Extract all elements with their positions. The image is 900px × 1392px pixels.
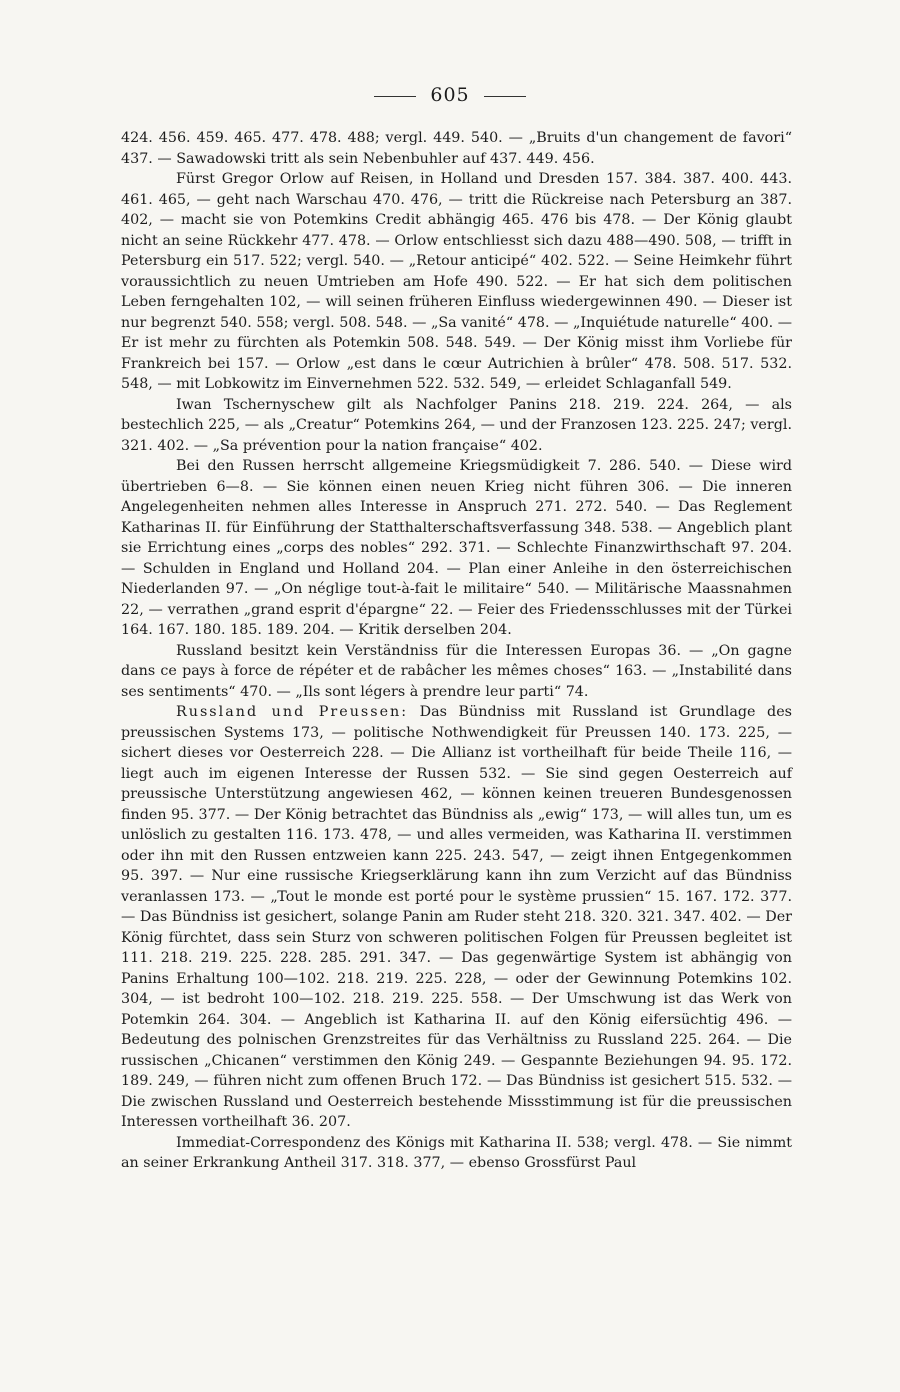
paragraph-orlow: Fürst Gregor Orlow auf Reisen, in Holland und Dresden 157. 384. 387. 400. 443. 461. 465, — geht nach Warschau 470. 476, — tritt die Rückreise nach Petersburg an 387. 402, — macht sie von Potemkins Credit abhängig 465. 476 bis 478. — Der König glaubt nicht an seine Rückkehr 477. 478. — Orlow entschliesst sich dazu 488—490. 508, — trifft in Petersburg ein 517. 522; vergl. 540. — „Retour anticipé“ 402. 522. — Seine Heimkehr führt voraussichtlich zu neuen Umtrieben am Hofe 490. 522. — Er hat sich dem politischen Leben ferngehalten 102, — will seinen früheren Einfluss wiedergewinnen 490. — Dieser ist nur begrenzt 540. 558; vergl. 508. 548. — „Sa vanité“ 478. — „Inquiétude naturelle“ 400. — Er ist mehr zu fürchten als Potemkin 508. 548. 549. — Der König misst ihm Vorliebe für Frankreich bei 157. — Orlow „est dans le cœur Autrichien à brûler“ 478. 508. 517. 532. 548, — mit Lobkowitz im Einvernehmen 522. 532. 549, — erleidet Schlaganfall 549. bbox=[121, 171, 792, 392]
paragraph-kriegsmuedigkeit: Bei den Russen herrscht allgemeine Kriegsmüdigkeit 7. 286. 540. — Diese wird übertrieben 6—8. — Sie können einen neuen Krieg nicht führen 306. — Die inneren Angelegenheiten nehmen alles Interesse in Anspruch 271. 272. 540. — Das Reglement Katharinas II. für Einführung der Statthalterschaftsverfassung 348. 538. — Angeblich plant sie Errichtung eines „corps des nobles“ 292. 371. — Schlechte Finanzwirthschaft 97. 204. — Schulden in England und Holland 204. — Plan einer Anleihe in den österreichischen Niederlanden 97. — „On néglige tout-à-fait le militaire“ 540. — Militärische Maassnahmen 22, — verrathen „grand esprit d'épargne“ 22. — Feier des Friedensschlusses mit der Türkei 164. 167. 180. 185. 189. 204. — Kritik derselben 204. bbox=[121, 458, 792, 638]
left-rule bbox=[374, 96, 416, 97]
paragraph-immediat-correspondenz: Immediat-Correspondenz des Königs mit Katharina II. 538; vergl. 478. — Sie nimmt an seiner Erkrankung Antheil 317. 318. 377, — ebenso Grossfürst Paul bbox=[121, 1134, 792, 1171]
paragraph-interessen-europas: Russland besitzt kein Verständniss für die Interessen Europas 36. — „On gagne dans ce pays à force de répéter et de rabâcher les mêmes choses“ 163. — „Instabilité dans ses sentiments“ 470. — „Ils sont légers à prendre leur parti“ 74. bbox=[121, 642, 792, 700]
spaced-heading: Russland und Preussen: bbox=[176, 704, 409, 720]
paragraph-0: 424. 456. 459. 465. 477. 478. 488; vergl. 449. 540. — „Bruits d'un changement de favori“ 437. — Sawadowski tritt als sein Nebenbuhler auf 437. 449. 456. bbox=[121, 130, 792, 167]
page-number bbox=[0, 84, 900, 106]
right-rule bbox=[484, 96, 526, 97]
page-number-text: 605 bbox=[430, 84, 470, 106]
index-text-body bbox=[121, 128, 792, 1174]
paragraph-russland-preussen: Russland und Preussen: Das Bündniss mit Russland ist Grundlage des preussischen Systems 173, — politische Nothwendigkeit für Preussen 140. 173. 225, — sichert dieses vor Oesterreich 228. — Die Allianz ist vortheilhaft für beide Theile 116, — liegt auch im eigenen Interesse der Russen 532. — Sie sind gegen Oesterreich auf preussische Unterstützung angewiesen 462, — können keinen treueren Bundesgenossen finden 95. 377. — Der König betrachtet das Bündniss als „ewig“ 173, — will alles tun, um es unlöslich zu gestalten 116. 173. 478, — und alles vermeiden, was Katharina II. verstimmen oder ihn mit den Russen entzweien kann 225. 243. 547, — zeigt ihnen Entgegenkommen 95. 397. — Nur eine russische Kriegserklärung kann ihn zum Verzicht auf das Bündniss veranlassen 173. — „Tout le monde est porté pour le système prussien“ 15. 167. 172. 377. — Das Bündniss ist gesichert, solange Panin am Ruder steht 218. 320. 321. 347. 402. — Der König fürchtet, dass sein Sturz von schweren politischen Folgen für Preussen begleitet ist 111. 218. 219. 225. 228. 285. 291. 347. — Das gegenwärtige System ist abhängig von Panins Erhaltung 100—102. 218. 219. 225. 228, — oder der Gewinnung Potemkins 102. 304, — ist bedroht 100—102. 218. 219. 225. 558. — Der Umschwung ist das Werk von Potemkin 264. 304. — Angeblich ist Katharina II. auf den König eifersüchtig 496. — Bedeutung des polnischen Grenzstreites für das Verhältniss zu Russland 225. 264. — Die russischen „Chicanen“ verstimmen den König 249. — Gespannte Beziehungen 94. 95. 172. 189. 249, — führen nicht zum offenen Bruch 172. — Das Bündniss ist gesichert 515. 532. — Die zwischen Russland und Oesterreich bestehende Missstimmung ist für die preussischen Interessen vortheilhaft 36. 207. bbox=[121, 704, 793, 1130]
paragraph-tschernyschew: Iwan Tschernyschew gilt als Nachfolger Panins 218. 219. 224. 264, — als bestechlich 225, — als „Creatur“ Potemkins 264, — und der Franzosen 123. 225. 247; vergl. 321. 402. — „Sa prévention pour la nation française“ 402. bbox=[121, 396, 792, 454]
